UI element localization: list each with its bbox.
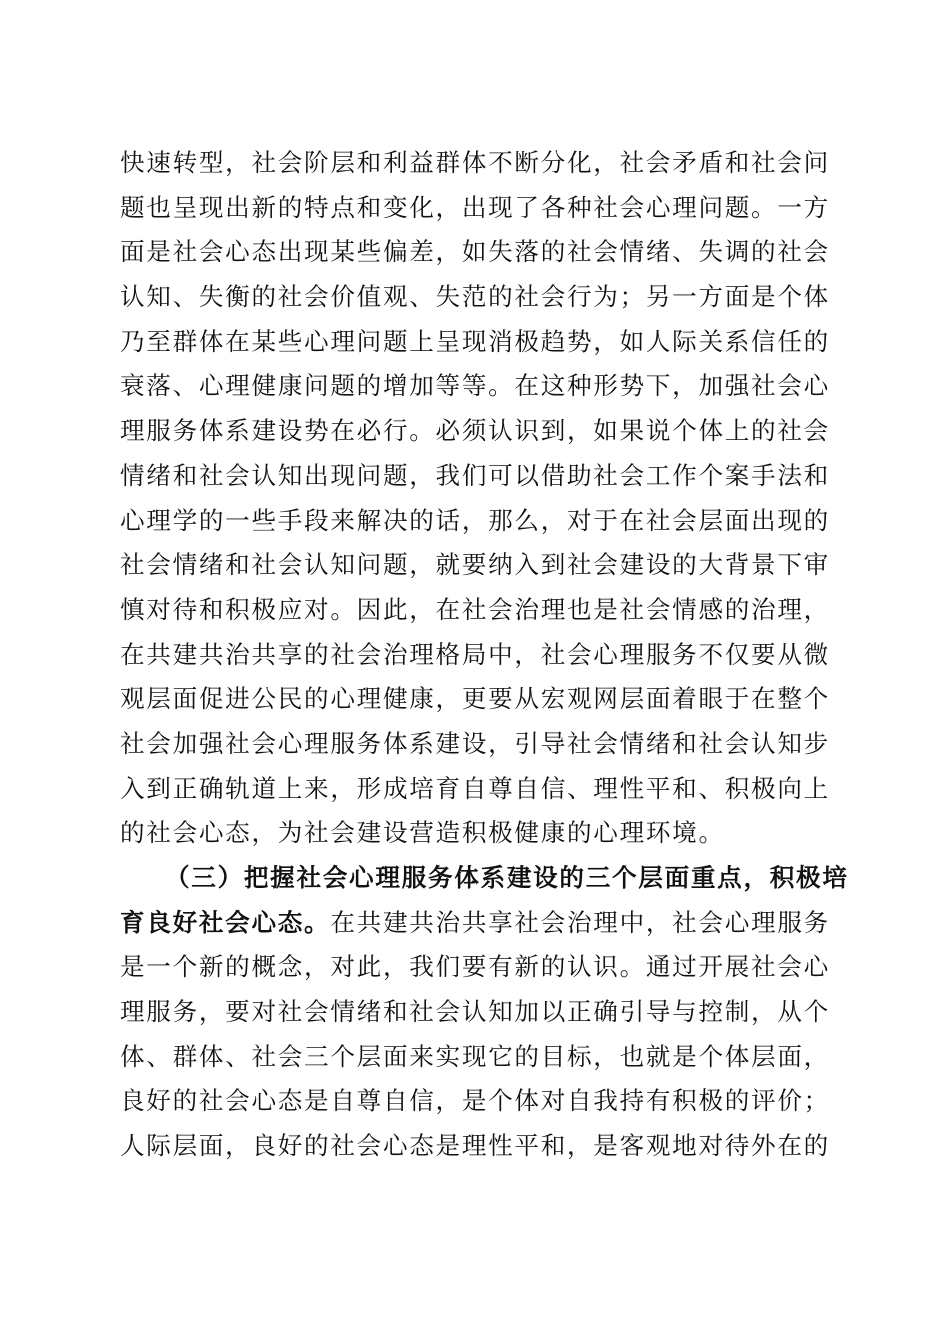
text-line: 慎对待和积极应对。因此，在社会治理也是社会情感的治理， <box>120 594 830 624</box>
paragraph-1 <box>120 141 830 856</box>
text-line: 观层面促进公民的心理健康，更要从宏观网层面着眼于在整个 <box>120 684 830 714</box>
section-heading-end: 育良好社会心态。 <box>120 907 331 937</box>
text-line: 题也呈现出新的特点和变化，出现了各种社会心理问题。一方 <box>120 192 830 222</box>
text-line: 是一个新的概念，对此，我们要有新的认识。通过开展社会心 <box>120 952 830 982</box>
text-line: 的社会心态，为社会建设营造积极健康的心理环境。 <box>120 818 725 848</box>
text-line <box>120 901 830 946</box>
text-line: 快速转型，社会阶层和利益群体不断分化，社会矛盾和社会问 <box>120 148 830 177</box>
text-line: 社会情绪和社会认知问题，就要纳入到社会建设的大背景下审 <box>120 550 830 580</box>
text-line: 在共建共治共享的社会治理格局中，社会心理服务不仅要从微 <box>120 639 830 669</box>
paragraph-2 <box>120 856 849 1169</box>
text-line: 理服务体系建设势在必行。必须认识到，如果说个体上的社会 <box>120 416 830 446</box>
section-heading: （三）把握社会心理服务体系建设的三个层面重点，积极培 <box>165 863 849 892</box>
text-line: 理服务，要对社会情绪和社会认知加以正确引导与控制，从个 <box>120 997 830 1027</box>
text-line: 体、群体、社会三个层面来实现它的目标，也就是个体层面， <box>120 1041 830 1071</box>
text-line: 社会加强社会心理服务体系建设，引导社会情绪和社会认知步 <box>120 728 830 758</box>
text-line: 认知、失衡的社会价值观、失范的社会行为；另一方面是个体 <box>120 282 830 312</box>
text-line: 乃至群体在某些心理问题上呈现消极趋势，如人际关系信任的 <box>120 326 830 356</box>
document-body <box>120 141 849 1169</box>
text-line: 人际层面，良好的社会心态是理性平和，是客观地对待外在的 <box>120 1131 830 1161</box>
text-line: 心理学的一些手段来解决的话，那么，对于在社会层面出现的 <box>120 505 830 535</box>
text-line: 情绪和社会认知出现问题，我们可以借助社会工作个案手法和 <box>120 460 830 490</box>
text-line-rest: 在共建共治共享社会治理中，社会心理服务 <box>330 907 830 937</box>
text-line: 入到正确轨道上来，形成培育自尊自信、理性平和、积极向上 <box>120 773 830 803</box>
text-line: 面是社会心态出现某些偏差，如失落的社会情绪、失调的社会 <box>120 237 830 267</box>
text-line: 衰落、心理健康问题的增加等等。在这种形势下，加强社会心 <box>120 371 830 401</box>
text-line: 良好的社会心态是自尊自信，是个体对自我持有积极的评价； <box>120 1086 830 1116</box>
